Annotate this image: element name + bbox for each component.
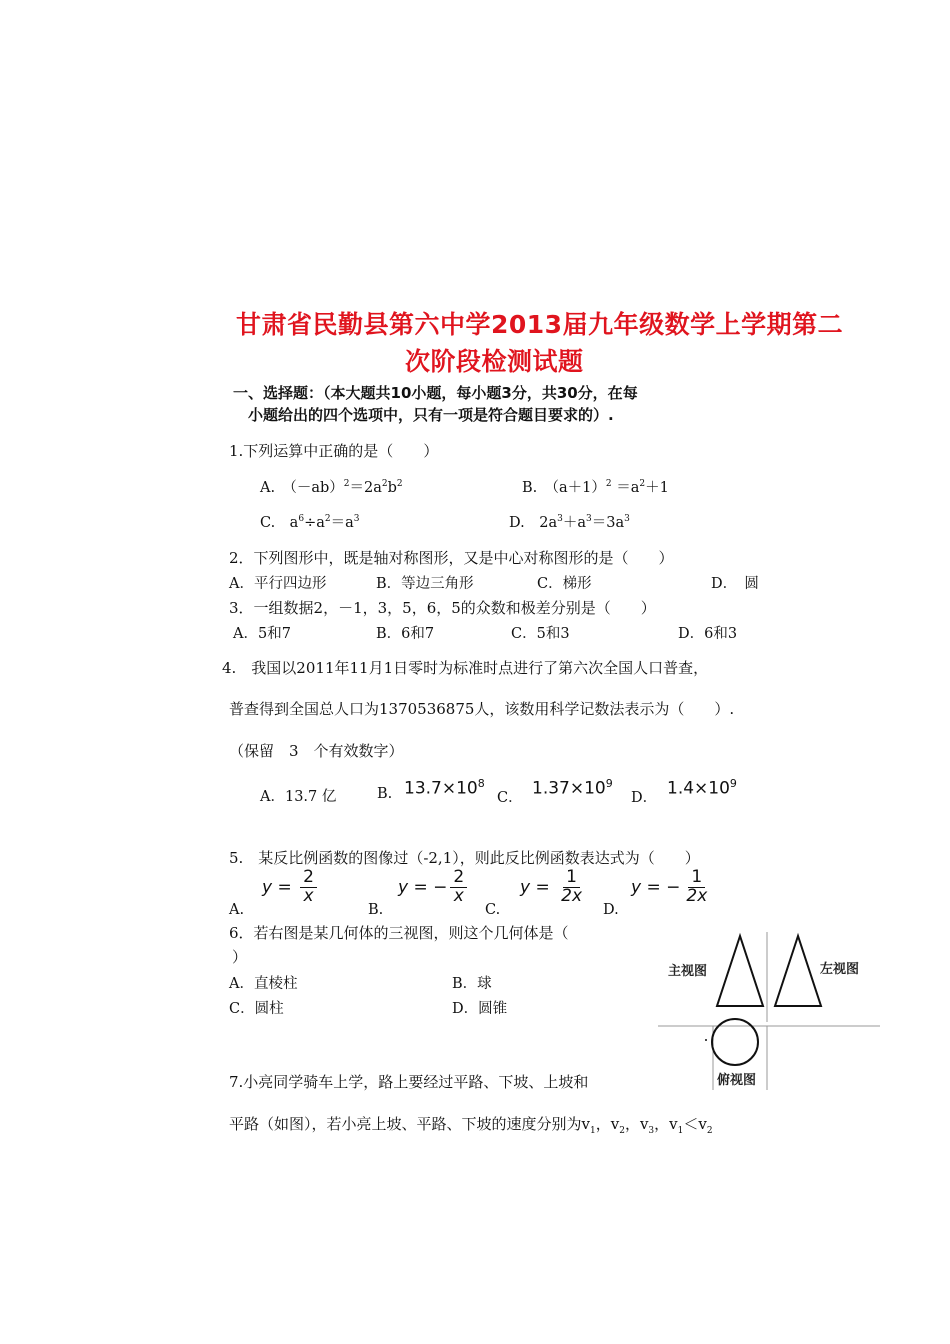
three-view-drawing [655, 930, 885, 1090]
q4-line2: 普查得到全国总人口为1370536875人，该数用科学记数法表示为（ ）. [229, 700, 735, 718]
three-view-figure [655, 930, 885, 1090]
q5-option-b-label: B. [368, 902, 384, 918]
left-view-triangle [775, 936, 821, 1006]
q5-option-c: y = $\frac{1}{2x}$ [520, 867, 583, 906]
q4-option-a: A．13.7 亿 [260, 789, 337, 805]
q6-option-b: B．球 [452, 976, 492, 992]
q5-option-a-label: A. [229, 902, 245, 918]
front-view-triangle [717, 936, 763, 1006]
q3-option-a: A．5和7 [233, 626, 291, 642]
q7-line1: 7.小亮同学骑车上学，路上要经过平路、下坡、上坡和 [229, 1073, 589, 1091]
q5-option-a: y = $\frac{2}{x}$ [262, 869, 317, 906]
q2-option-b: B．等边三角形 [376, 576, 474, 592]
front-view-label: 主视图 [668, 964, 708, 979]
q2-option-c: C．梯形 [537, 576, 592, 592]
q7-line2: 平路（如图），若小亮上坡、平路、下坡的速度分别为$v_1$，$v_2$，$v_3$，$v_1<v_2$ [229, 1115, 713, 1136]
q5-stem: 5. 某反比例函数的图像过（-2,1），则此反比例函数表达式为（ ） [229, 849, 700, 867]
q6-option-c: C．圆柱 [229, 1001, 284, 1017]
q5-option-c-label: C. [485, 902, 501, 918]
q1-option-a: A. $(-ab)^2=2a^2b^2$ [260, 479, 403, 496]
q2-option-d: D． 圆 [711, 576, 759, 592]
q4-option-b-label: B. [377, 786, 393, 802]
q6-option-d: D．圆锥 [452, 1001, 508, 1017]
q3-option-c: C．5和3 [511, 626, 570, 642]
q4-option-d-label: D． [631, 790, 658, 806]
section-heading-line1: 一、选择题：（本大题共10小题，每小题3分，共30分，在每 [233, 384, 638, 402]
page-title-line1: 甘肃省民勤县第六中学2013届九年级数学上学期第二 [236, 310, 844, 339]
top-view-label: 俯视图 [717, 1073, 757, 1088]
left-view-label: 左视图 [820, 962, 860, 977]
q3-option-d: D．6和3 [678, 626, 738, 642]
q4-option-c-label: C． [497, 790, 523, 806]
q5-option-d: y = − $\frac{1}{2x}$ [631, 867, 708, 906]
q4-option-b: $13.7\times 10^8$ [404, 777, 485, 799]
q3-stem: 3．一组数据2，－1，3，5，6，5的众数和极差分别是（ ） [229, 599, 656, 617]
q5-option-b: y = − $\frac{2}{x}$ [398, 869, 467, 906]
q4-line1: 4. 我国以2011年11月1日零时为标准时点进行了第六次全国人口普查， [222, 659, 709, 677]
q4-option-d: $1.4\times 10^9$ [667, 777, 737, 799]
q5-option-d-label: D. [603, 902, 619, 918]
q6-line2: ） [232, 948, 248, 966]
q2-stem: 2．下列图形中，既是轴对称图形，又是中心对称图形的是（ ） [229, 549, 674, 567]
q6-line1: 6．若右图是某几何体的三视图，则这个几何体是（ [229, 924, 569, 942]
q1-option-d: D. $2a^3+a^3=3a^3$ [509, 514, 630, 531]
section-heading-line2: 小题给出的四个选项中，只有一项是符合题目要求的）. [248, 406, 614, 424]
q3-option-b: B．6和7 [376, 626, 435, 642]
q2-option-a: A．平行四边形 [229, 576, 327, 592]
stray-dot [705, 1039, 707, 1041]
q1-stem: 1.下列运算中正确的是（ ） [229, 442, 439, 460]
q4-line3: （保留 3 个有效数字） [229, 742, 404, 760]
q1-option-c: C. $a^6\div a^2=a^3$ [260, 514, 360, 531]
q4-option-c: $1.37\times 10^9$ [532, 777, 613, 799]
page-title-line2: 次阶段检测试题 [405, 347, 584, 376]
q6-option-a: A．直棱柱 [229, 976, 298, 992]
q1-option-b: B. $(a+1)^2 =a^2+1$ [522, 479, 669, 496]
